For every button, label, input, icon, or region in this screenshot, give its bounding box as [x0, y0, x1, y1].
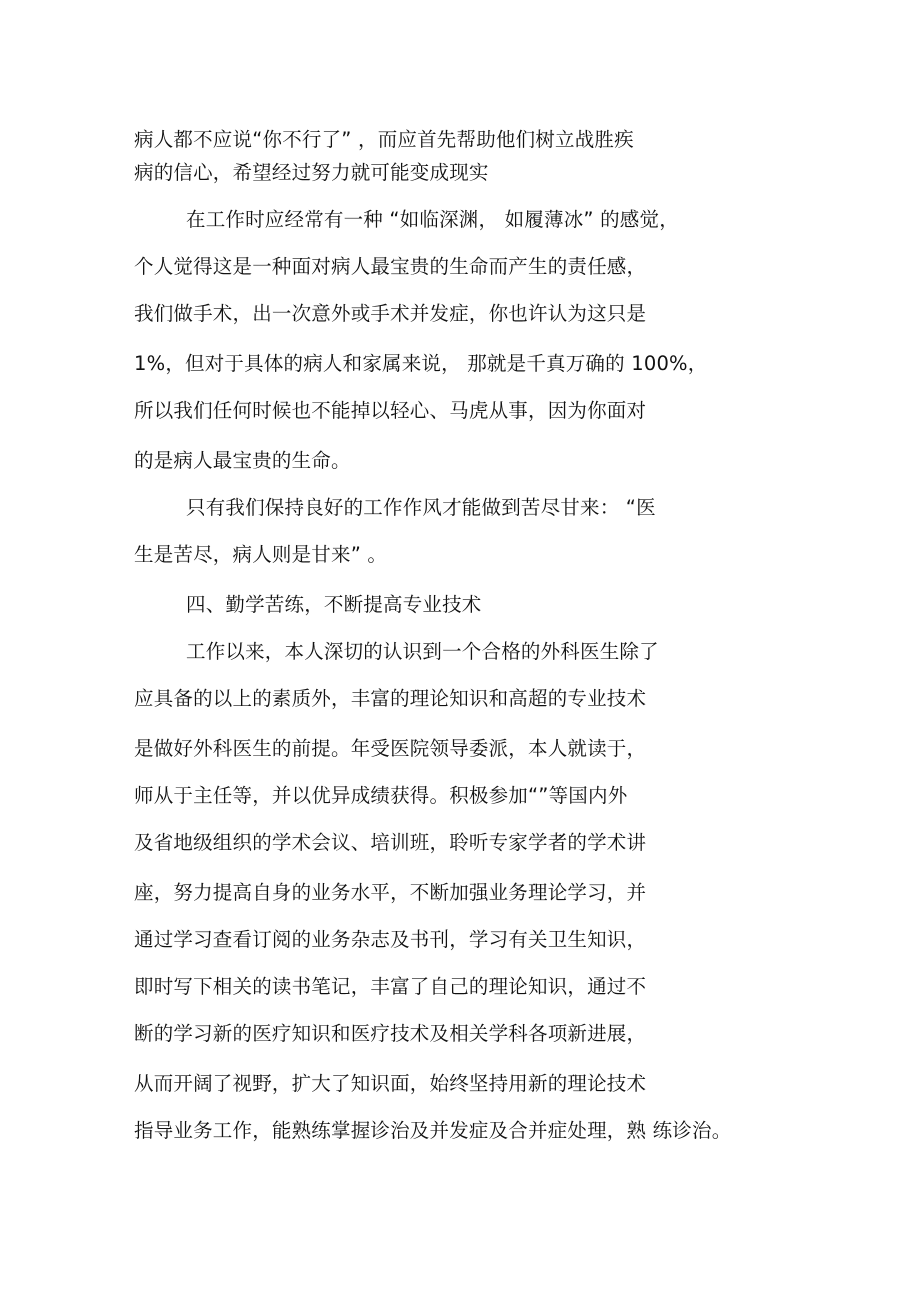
- text-line: 工作以来，本人深切的认识到一个合格的外科医生除了: [186, 640, 659, 663]
- text-line: 1%，但对于具体的病人和家属来说， 那就是千真万确的 100%，: [134, 352, 708, 375]
- text-line: 应具备的以上的素质外，丰富的理论知识和高超的专业技术: [134, 687, 647, 710]
- text-line: 的是病人最宝贵的生命。: [134, 449, 351, 472]
- text-line: 师从于主任等，并以优异成绩获得。积极参加“”等国内外: [134, 784, 628, 807]
- text-line: 座，努力提高自身的业务水平，不断加强业务理论学习，并: [134, 881, 647, 904]
- text-line: 所以我们任何时候也不能掉以轻心、马虎从事，因为你面对: [134, 399, 647, 422]
- text-line: 及省地级组织的学术会议、培训班，聆听专家学者的学术讲: [134, 831, 647, 854]
- text-line: 指导业务工作，能熟练掌握诊治及并发症及合并症处理，熟 练诊治。: [134, 1119, 732, 1142]
- text-line: 即时写下相关的读书笔记，丰富了自己的理论知识，通过不: [134, 975, 647, 998]
- text-line: 病的信心，希望经过努力就可能变成现实: [134, 161, 489, 184]
- text-line: 我们做手术，出一次意外或手术并发症，你也许认为这只是: [134, 302, 647, 325]
- text-line: 从而开阔了视野，扩大了知识面，始终坚持用新的理论技术: [134, 1072, 647, 1095]
- text-line: 在工作时应经常有一种 “如临深渊， 如履薄冰” 的感觉，: [186, 208, 679, 231]
- text-line: 是做好外科医生的前提。年受医院领导委派，本人就读于，: [134, 737, 647, 760]
- text-line: 通过学习查看订阅的业务杂志及书刊，学习有关卫生知识，: [134, 928, 647, 951]
- text-line: 生是苦尽，病人则是甘来” 。: [134, 543, 388, 566]
- section-heading: 四、勤学苦练，不断提高专业技术: [186, 593, 482, 616]
- text-line: 个人觉得这是一种面对病人最宝贵的生命而产生的责任感，: [134, 255, 647, 278]
- text-line: 只有我们保持良好的工作作风才能做到苦尽甘来： “医: [186, 496, 656, 519]
- text-line: 病人都不应说“你不行了” ，而应首先帮助他们树立战胜疾: [134, 128, 634, 151]
- text-line: 断的学习新的医疗知识和医疗技术及相关学科各项新进展，: [134, 1022, 647, 1045]
